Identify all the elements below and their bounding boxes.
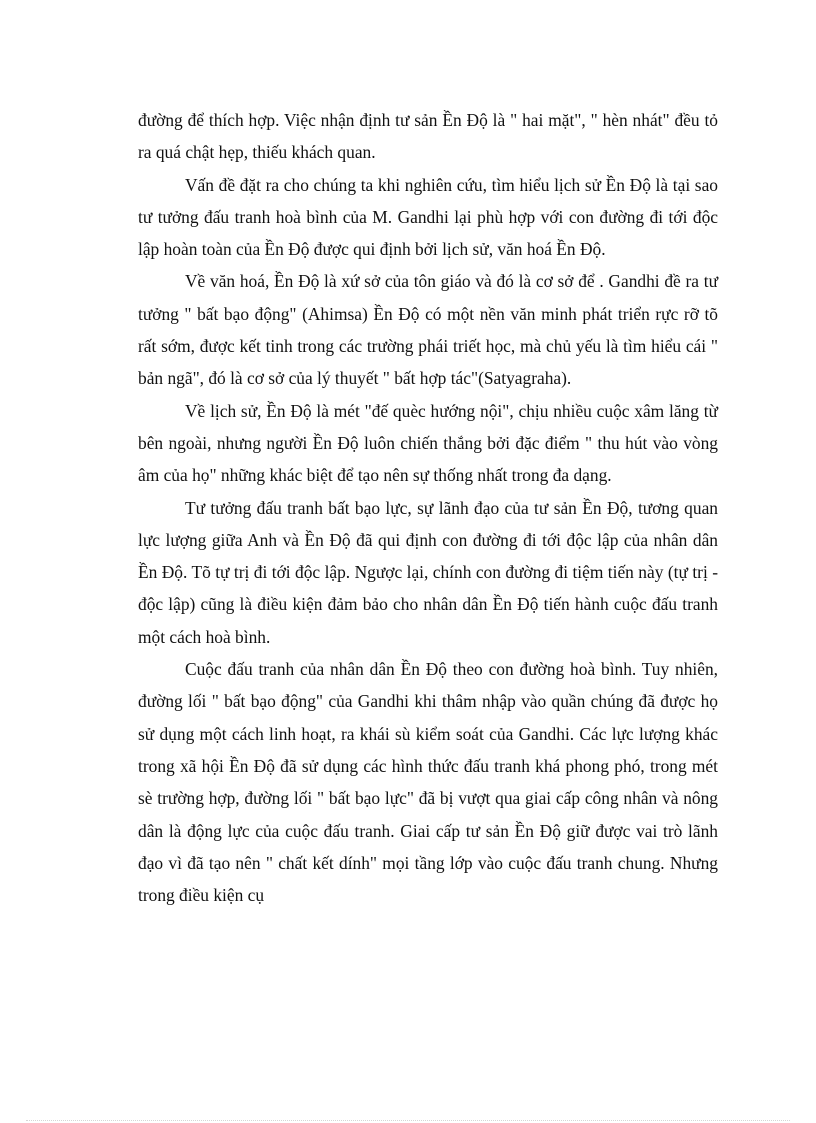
document-body — [138, 104, 718, 911]
page-bottom-divider — [26, 1120, 790, 1121]
paragraph-3: Về văn hoá, Ền Độ là xứ sở của tôn giáo và đó là cơ sở để . Gandhi đề ra tư tưởng " bất bạo động" (Ahimsa) Ền Độ có một nền văn minh phát triển rực rỡ tõ rất sớm, được kết tinh trong các trường phái triết học, mà chủ yếu là tìm hiểu cái " bản ngã", đó là cơ sở của lý thuyết " bất hợp tác"(Satyagraha). — [138, 271, 718, 389]
paragraph-4: Về lịch sử, Ền Độ là mét "đế quèc hướng nội", chịu nhiều cuộc xâm lăng từ bên ngoài, nhưng người Ền Độ luôn chiến thắng bởi đặc điểm " thu hút vào vòng âm của họ" những khác biệt để tạo nên sự thống nhất trong đa dạng. — [138, 400, 718, 486]
paragraph-6: Cuộc đấu tranh của nhân dân Ền Độ theo con đường hoà bình. Tuy nhiên, đường lối " bất bạo động" của Gandhi khi thâm nhập vào quần chúng đã được họ sử dụng một cách linh hoạt, ra khái sù kiểm soát của Gandhi. Các lực lượng khác trong xã hội Ền Độ đã sử dụng các hình thức đấu tranh khá phong phó, trong mét sè trường hợp, đường lối " bất bạo lực" đã bị vượt qua giai cấp công nhân và nông dân là động lực của cuộc đấu tranh. Giai cấp tư sản Ền Độ giữ được vai trò lãnh đạo vì đã tạo nên " chất kết dính" mọi tầng lớp vào cuộc đấu tranh chung. Nhưng trong điều kiện cụ — [138, 659, 718, 906]
paragraph-1: đường để thích hợp. Việc nhận định tư sản Ền Độ là " hai mặt", " hèn nhát" đều tỏ ra quá chật hẹp, thiếu khách quan. — [138, 110, 718, 163]
paragraph-2: Vấn đề đặt ra cho chúng ta khi nghiên cứu, tìm hiểu lịch sử Ền Độ là tại sao tư tưởng đấu tranh hoà bình của M. Gandhi lại phù hợp với con đường đi tới độc lập hoàn toàn của Ền Độ được qui định bởi lịch sử, văn hoá Ền Độ. — [138, 174, 718, 260]
paragraph-5: Tư tưởng đấu tranh bất bạo lực, sự lãnh đạo của tư sản Ền Độ, tương quan lực lượng giữa Anh và Ền Độ đã qui định con đường đi tới độc lập của nhân dân Ền Độ. Tõ tự trị đi tới độc lập. Ngược lại, chính con đường đi tiệm tiến này (tự trị - độc lập) cũng là điều kiện đảm bảo cho nhân dân Ền Độ tiến hành cuộc đấu tranh một cách hoà bình. — [138, 497, 718, 647]
